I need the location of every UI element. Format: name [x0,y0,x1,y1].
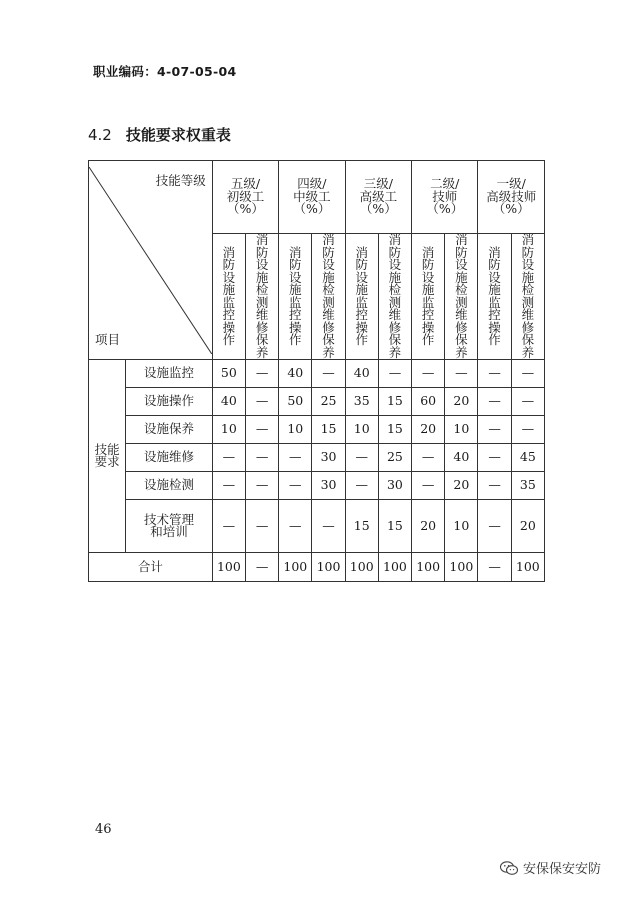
skill-level-label-line: 高级技师 [486,188,537,204]
total-value: 100 [312,553,345,582]
weight-value: 35 [345,388,378,416]
group-label-line: 技能 [94,441,120,457]
weight-value: 50 [279,388,312,416]
row-item-name-line: 设施维修 [144,449,195,465]
weight-value: 10 [279,416,312,444]
table-row [89,500,545,553]
total-value: — [478,553,511,582]
row-item-name-line: 设施检测 [144,477,195,493]
corner-label-skill-level: 技能等级 [155,172,206,188]
total-value: 100 [345,553,378,582]
skill-level-label-line: 一级/ [496,176,526,192]
skill-level-label-line: 二级/ [430,176,460,192]
weight-value: 30 [312,472,345,500]
skill-level-header [279,161,345,234]
group-label-line: 要求 [94,454,120,469]
weight-value: 15 [312,416,345,444]
sub-category-label: 消防设施监控操作 [289,244,302,347]
total-value: — [245,553,278,582]
sub-category-label: 消防设施检测维修保养 [388,232,402,360]
skill-level-label-line: （%） [293,201,331,217]
skill-level-header [345,161,411,234]
total-value: 100 [279,553,312,582]
weight-value: — [412,444,445,472]
sub-category-label: 消防设施监控操作 [488,244,501,347]
total-value: 100 [445,553,478,582]
total-value: 100 [412,553,445,582]
row-item-name [126,500,213,553]
skill-level-label-line: 技师 [432,188,458,204]
skill-level-header [212,161,278,234]
weight-value: — [478,388,511,416]
sub-category-label: 消防设施检测维修保养 [322,232,335,360]
weight-value: 15 [345,500,378,553]
sub-category-header [445,234,478,360]
sub-category-label: 消防设施检测维修保养 [521,232,535,360]
row-item-name-line: 技术管理 [144,511,195,527]
weight-value: — [279,472,312,500]
weight-value: 30 [378,472,411,500]
corner-header [89,161,213,360]
weight-value: — [212,472,245,500]
sub-category-header [312,234,345,360]
table-row [89,444,545,472]
total-value: 100 [511,553,544,582]
weight-value: — [212,500,245,553]
weight-value: — [245,444,278,472]
weight-value: 20 [412,416,445,444]
skill-level-label-line: 三级/ [363,176,393,192]
weight-value: 20 [445,472,478,500]
weight-value: — [212,444,245,472]
weight-value: — [245,388,278,416]
row-item-name [126,444,213,472]
weight-value: 15 [378,388,411,416]
weight-value: 40 [279,360,312,388]
weight-value: — [245,500,278,553]
wechat-icon [499,860,519,876]
total-label: 合计 [89,553,213,582]
weight-value: — [312,500,345,553]
sub-category-header [279,234,312,360]
row-item-name-line: 设施操作 [144,393,195,409]
sub-category-header [378,234,411,360]
section-number: 4.2 [88,126,112,144]
table-row [89,360,545,388]
corner-label-item: 项目 [95,332,121,347]
weight-value: 20 [511,500,544,553]
weight-value: 40 [345,360,378,388]
sub-category-header [511,234,544,360]
row-item-name [126,388,213,416]
page-number: 46 [95,822,112,837]
sub-category-label: 消防设施检测维修保养 [255,232,269,360]
weight-value: 10 [345,416,378,444]
sub-category-header [412,234,445,360]
weight-value: — [478,444,511,472]
weight-value: 30 [312,444,345,472]
weight-value: 10 [212,416,245,444]
weight-value: — [445,360,478,388]
skill-level-label-line: 高级工 [359,188,398,204]
weight-value: 40 [445,444,478,472]
weight-value: 25 [378,444,411,472]
sub-category-header [478,234,511,360]
skill-level-label-line: （%） [359,201,397,217]
weight-value: — [378,360,411,388]
weight-value: — [478,500,511,553]
sub-category-header [345,234,378,360]
weight-value: — [312,360,345,388]
brand-name: 安保保安安防 [523,862,602,877]
skill-level-header [478,161,545,234]
brand-watermark [499,858,601,877]
weight-value: 10 [445,416,478,444]
table-row [89,388,545,416]
weight-value: — [478,360,511,388]
weight-value: — [245,360,278,388]
skill-level-label-line: 中级工 [293,188,331,204]
section-title [88,124,231,145]
sub-category-label: 消防设施监控操作 [222,244,236,347]
weight-value: — [345,472,378,500]
sub-category-header [212,234,245,360]
row-item-name [126,472,213,500]
sub-category-label: 消防设施监控操作 [355,244,368,347]
weight-value: 15 [378,500,411,553]
skill-requirement-group [89,360,126,553]
sub-category-label: 消防设施检测维修保养 [455,232,468,360]
section-title-text: 技能要求权重表 [125,126,231,144]
skill-level-label-line: 四级/ [297,176,327,192]
weight-value: — [511,360,544,388]
weight-value: — [511,416,544,444]
skill-level-label-line: 初级工 [226,188,265,204]
weight-value: 10 [445,500,478,553]
weight-value: — [345,444,378,472]
weight-value: 15 [378,416,411,444]
weight-value: — [279,444,312,472]
row-item-name-line: 设施监控 [144,365,195,381]
skill-level-header [412,161,478,234]
weight-value: 20 [412,500,445,553]
row-item-name [126,360,213,388]
skill-level-label-line: （%） [227,201,264,217]
total-value: 100 [378,553,411,582]
corner-diagonal [89,167,212,354]
row-item-name-line: 和培训 [150,524,188,539]
weight-value: 45 [511,444,544,472]
table-row [89,472,545,500]
table-row [89,416,545,444]
skill-weight-table [88,160,545,582]
occupation-code: 职业编码：4-07-05-04 [93,64,237,79]
weight-value: 40 [212,388,245,416]
sub-category-label: 消防设施监控操作 [421,244,435,347]
row-item-name-line: 设施保养 [144,421,195,437]
skill-level-label-line: （%） [492,201,530,217]
weight-value: 20 [445,388,478,416]
weight-value: — [478,472,511,500]
weight-value: — [245,416,278,444]
skill-level-label-line: （%） [426,201,464,217]
weight-value: — [412,360,445,388]
weight-value: — [245,472,278,500]
skill-level-label-line: 五级/ [230,176,261,192]
weight-value: — [478,416,511,444]
weight-value: — [279,500,312,553]
weight-value: 50 [212,360,245,388]
weight-value: 35 [511,472,544,500]
sub-category-header [245,234,278,360]
weight-value: — [412,472,445,500]
total-value: 100 [212,553,245,582]
weight-value: — [511,388,544,416]
row-item-name [126,416,213,444]
weight-value: 60 [412,388,445,416]
total-row [89,553,545,582]
weight-value: 25 [312,388,345,416]
